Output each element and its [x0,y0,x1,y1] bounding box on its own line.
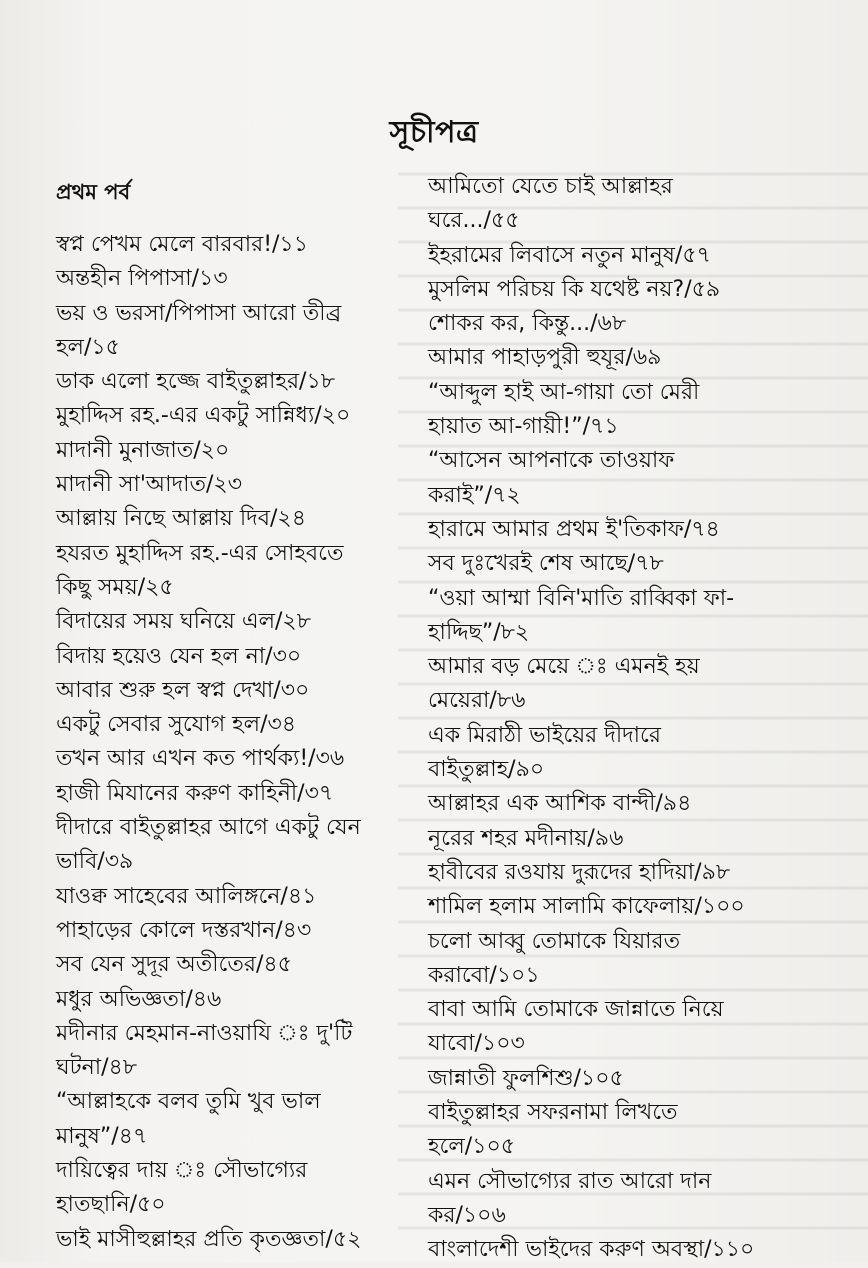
toc-line: মধুর অভিজ্ঞতা/৪৬ [56,986,222,1012]
toc-right-column [428,170,828,1268]
toc-line: হাবীবের রওযায় দুরূদের হাদিয়া/৯৮ [428,859,731,885]
toc-line: আল্লাহর এক আশিক বান্দী/৯৪ [428,791,692,817]
toc-line: এমন সৌভাগ্যের রাত আরো দান [428,1168,712,1194]
toc-line: শামিল হলাম সালামি কাফেলায়/১০০ [428,894,745,920]
toc-line: ভাই মাসীহুল্লাহর প্রতি কৃতজ্ঞতা/৫২ [56,1226,362,1252]
toc-line: পাহাড়ের কোলে দস্তরখান/৪৩ [56,917,312,943]
toc-line: হলে/১০৫ [428,1134,516,1160]
toc-line: আল্লায় নিছে আল্লায় দিব/২৪ [56,506,306,532]
toc-line: চলো আব্বু তোমাকে যিয়ারত [428,928,681,954]
toc-line: যাওক্ব সাহেবের আলিঙ্গনে/৪১ [56,883,317,909]
toc-line: করাই”/৭২ [428,482,521,508]
toc-line: নূরের শহর মদীনায়/৯৬ [428,825,624,851]
toc-line: “ওয়া আম্মা বিনি'মাতি রাব্বিকা ফা- [428,585,735,611]
toc-line: হল/১৫ [56,334,120,360]
toc-line: আমিতো যেতে চাই আল্লাহর [428,174,673,199]
toc-line: “আব্দুল হাই আ-গায়া তো মেরী [428,379,700,405]
toc-line: হারামে আমার প্রথম ই'তিকাফ/৭৪ [428,516,720,542]
toc-line: বাইতুল্লাহর সফরনামা লিখতে [428,1100,678,1126]
toc-line: স্বপ্ন পেখম মেলে বারবার!/১১ [56,232,308,257]
toc-line: অন্তহীন পিপাসা/১৩ [56,266,228,292]
toc-line: হায়াত আ-গায়ী!”/৭১ [428,414,619,440]
toc-line: আমার পাহাড়পুরী হুযূর/৬৯ [428,345,662,371]
toc-line: হযরত মুহাদ্দিস রহ.-এর সোহবতে [56,540,344,566]
toc-line: বাংলাদেশী ভাইদের করুণ অবস্থা/১১০ [428,1237,755,1263]
toc-line: যাবো/১০৩ [428,1031,525,1057]
toc-line: দায়িত্বের দায় ঃ সৌভাগ্যের [56,1158,308,1184]
toc-line: বাইতুল্লাহ/৯০ [428,757,545,783]
toc-line: মুসলিম পরিচয় কি যথেষ্ট নয়?/৫৯ [428,276,721,302]
toc-line: মাদানী সা'আদাত/২৩ [56,472,243,498]
toc-entries-right [428,170,828,1268]
toc-line: মাদানী মুনাজাত/২০ [56,437,230,463]
toc-line: ঘরে.../৫৫ [428,208,520,234]
toc-line: করাবো/১০১ [428,962,540,988]
toc-line: “আসেন আপনাকে তাওয়াফ [428,448,675,474]
toc-line: বিদায়ের সময় ঘনিয়ে এল/২৮ [56,609,311,635]
section-heading: প্রথম পর্ব [56,180,131,204]
toc-line: ভয় ও ভরসা/পিপাসা আরো তীব্র [56,300,342,326]
toc-line: ভাবি/৩৯ [56,849,134,875]
toc-line: এক মিরাঠী ভাইয়ের দীদারে [428,722,661,748]
toc-line: আবার শুরু হল স্বপ্ন দেখা/৩০ [56,677,310,703]
toc-line: ইহরামের লিবাসে নতুন মানুষ/৫৭ [428,242,711,268]
toc-line: মুহাদ্দিস রহ.-এর একটু সান্নিধ্য/২০ [56,403,351,429]
page-title: সূচীপত্র [389,115,479,150]
toc-line: মদীনার মেহমান-নাওয়াযি ঃ দু'টি [56,1020,353,1046]
toc-entries-left [56,228,456,1257]
toc-line: ঘটনা/৪৮ [56,1055,138,1081]
toc-line: বিদায় হয়েও যেন হল না/৩০ [56,643,302,669]
toc-line: দীদারে বাইতুল্লাহর আগে একটু যেন [56,815,361,841]
toc-left-column [56,170,456,1257]
toc-line: কিছু সময়/২৫ [56,574,174,600]
toc-line: তখন আর এখন কত পার্থক্য!/৩৬ [56,746,345,772]
toc-line: মানুষ”/৪৭ [56,1123,148,1149]
toc-line: হাতছানি/৫০ [56,1192,166,1218]
toc-line: সব যেন সুদূর অতীতের/৪৫ [56,952,292,978]
toc-line: বাবা আমি তোমাকে জান্নাতে নিয়ে [428,997,724,1023]
toc-line: ডাক এলো হজ্জে বাইতুল্লাহর/১৮ [56,369,336,395]
toc-line: “আল্লাহকে বলব তুমি খুব ভাল [56,1089,321,1115]
toc-line: জান্নাতী ফুলশিশু/১০৫ [428,1065,624,1091]
toc-line: হাদ্দিছ”/৮২ [428,619,530,645]
toc-line: কর/১০৬ [428,1202,506,1228]
toc-line: সব দুঃখেরই শেষ আছে/৭৮ [428,551,664,577]
toc-line: আমার বড় মেয়ে ঃ এমনই হয় [428,654,700,680]
toc-line: শোকর কর, কিন্তু.../৬৮ [428,311,627,337]
toc-line: মেয়েরা/৮৬ [428,688,526,714]
toc-line: হাজী মিযানের করুণ কাহিনী/৩৭ [56,780,334,806]
toc-line: একটু সেবার সুযোগ হল/৩৪ [56,712,297,738]
